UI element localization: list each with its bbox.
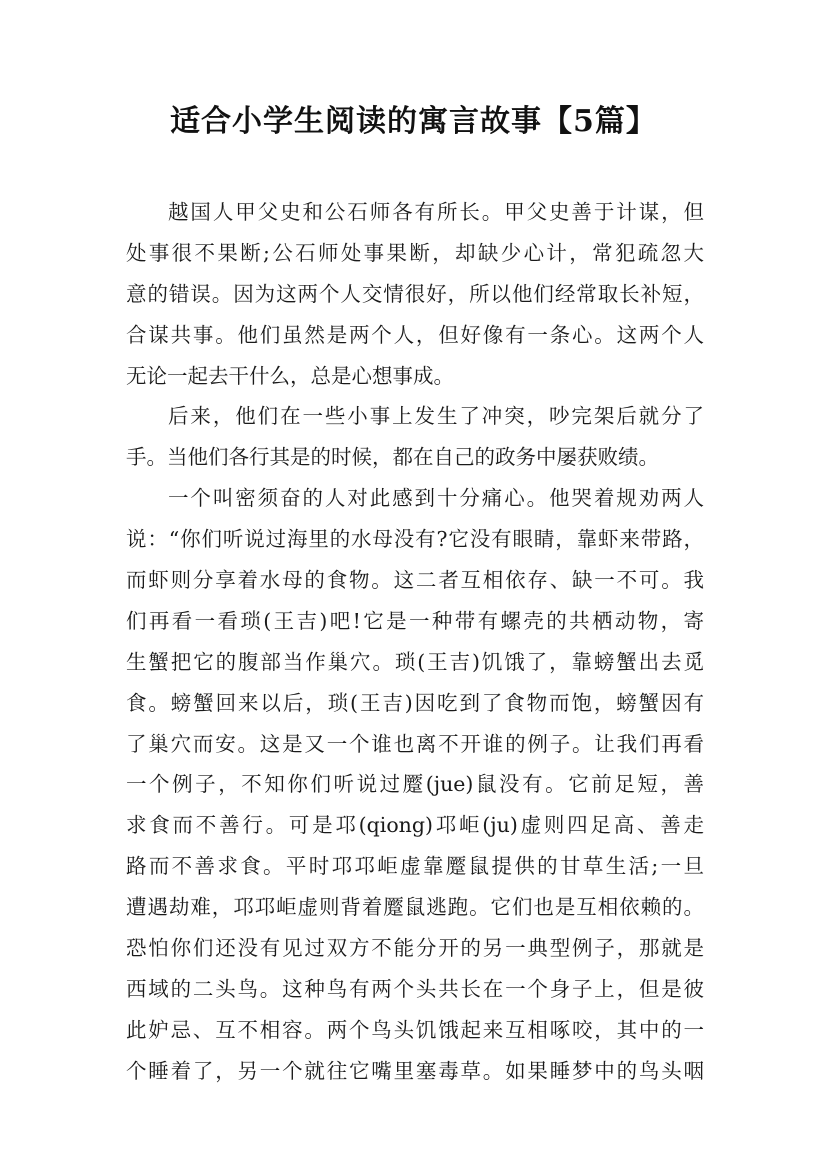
text-line: 无论一起去干什么，总是心想事成。 — [126, 363, 454, 388]
document-body — [126, 192, 704, 1092]
text-line: 手。当他们各行其是的时候，都在自己的政务中屡获败绩。 — [126, 445, 659, 470]
text-line: 后来，他们在一些小事上发生了冲突，吵完架后就分了 — [168, 404, 704, 429]
text-line: 个睡着了，另一个就往它嘴里塞毒草。如果睡梦中的鸟头咽 — [126, 1058, 704, 1083]
text-line: 一个例子，不知你们听说过蹷(jue)鼠没有。它前足短，善 — [126, 772, 704, 797]
text-line: 处事很不果断;公石师处事果断，却缺少心计，常犯疏忽大 — [126, 240, 704, 265]
document-title: 适合小学生阅读的寓言故事【5篇】 — [170, 104, 657, 139]
text-line: 此妒忌、互不相容。两个鸟头饥饿起来互相啄咬，其中的一 — [126, 1017, 704, 1042]
text-line: 恐怕你们还没有见过双方不能分开的另一典型例子，那就是 — [126, 936, 704, 961]
text-line: 意的错误。因为这两个人交情很好，所以他们经常取长补短， — [126, 281, 704, 306]
text-line: 越国人甲父史和公石师各有所长。甲父史善于计谋，但 — [168, 200, 704, 224]
text-line: 食。螃蟹回来以后，琐(王吉)因吃到了食物而饱，螃蟹因有 — [126, 690, 704, 715]
text-line: 路而不善求食。平时邛邛岠虚靠蹷鼠提供的甘草生活;一旦 — [126, 854, 704, 879]
text-line: 一个叫密须奋的人对此感到十分痛心。他哭着规劝两人 — [168, 486, 704, 511]
text-line: 求食而不善行。可是邛(qiong)邛岠(ju)虚则四足高、善走 — [126, 813, 704, 838]
text-line: 而虾则分享着水母的食物。这二者互相依存、缺一不可。我 — [126, 568, 704, 593]
text-line: 了巢穴而安。这是又一个谁也离不开谁的例子。让我们再看 — [126, 731, 704, 756]
text-line: 生蟹把它的腹部当作巢穴。琐(王吉)饥饿了，靠螃蟹出去觅 — [126, 649, 704, 674]
text-line: 说：“你们听说过海里的水母没有?它没有眼睛，靠虾来带路， — [126, 527, 704, 552]
text-line: 们再看一看琐(王吉)吧!它是一种带有螺壳的共栖动物，寄 — [126, 608, 704, 633]
text-line: 合谋共事。他们虽然是两个人，但好像有一条心。这两个人 — [126, 322, 704, 347]
text-line: 西域的二头鸟。这种鸟有两个头共长在一个身子上，但是彼 — [126, 976, 704, 1001]
text-line: 遭遇劫难，邛邛岠虚则背着蹷鼠逃跑。它们也是互相依赖的。 — [126, 895, 704, 920]
